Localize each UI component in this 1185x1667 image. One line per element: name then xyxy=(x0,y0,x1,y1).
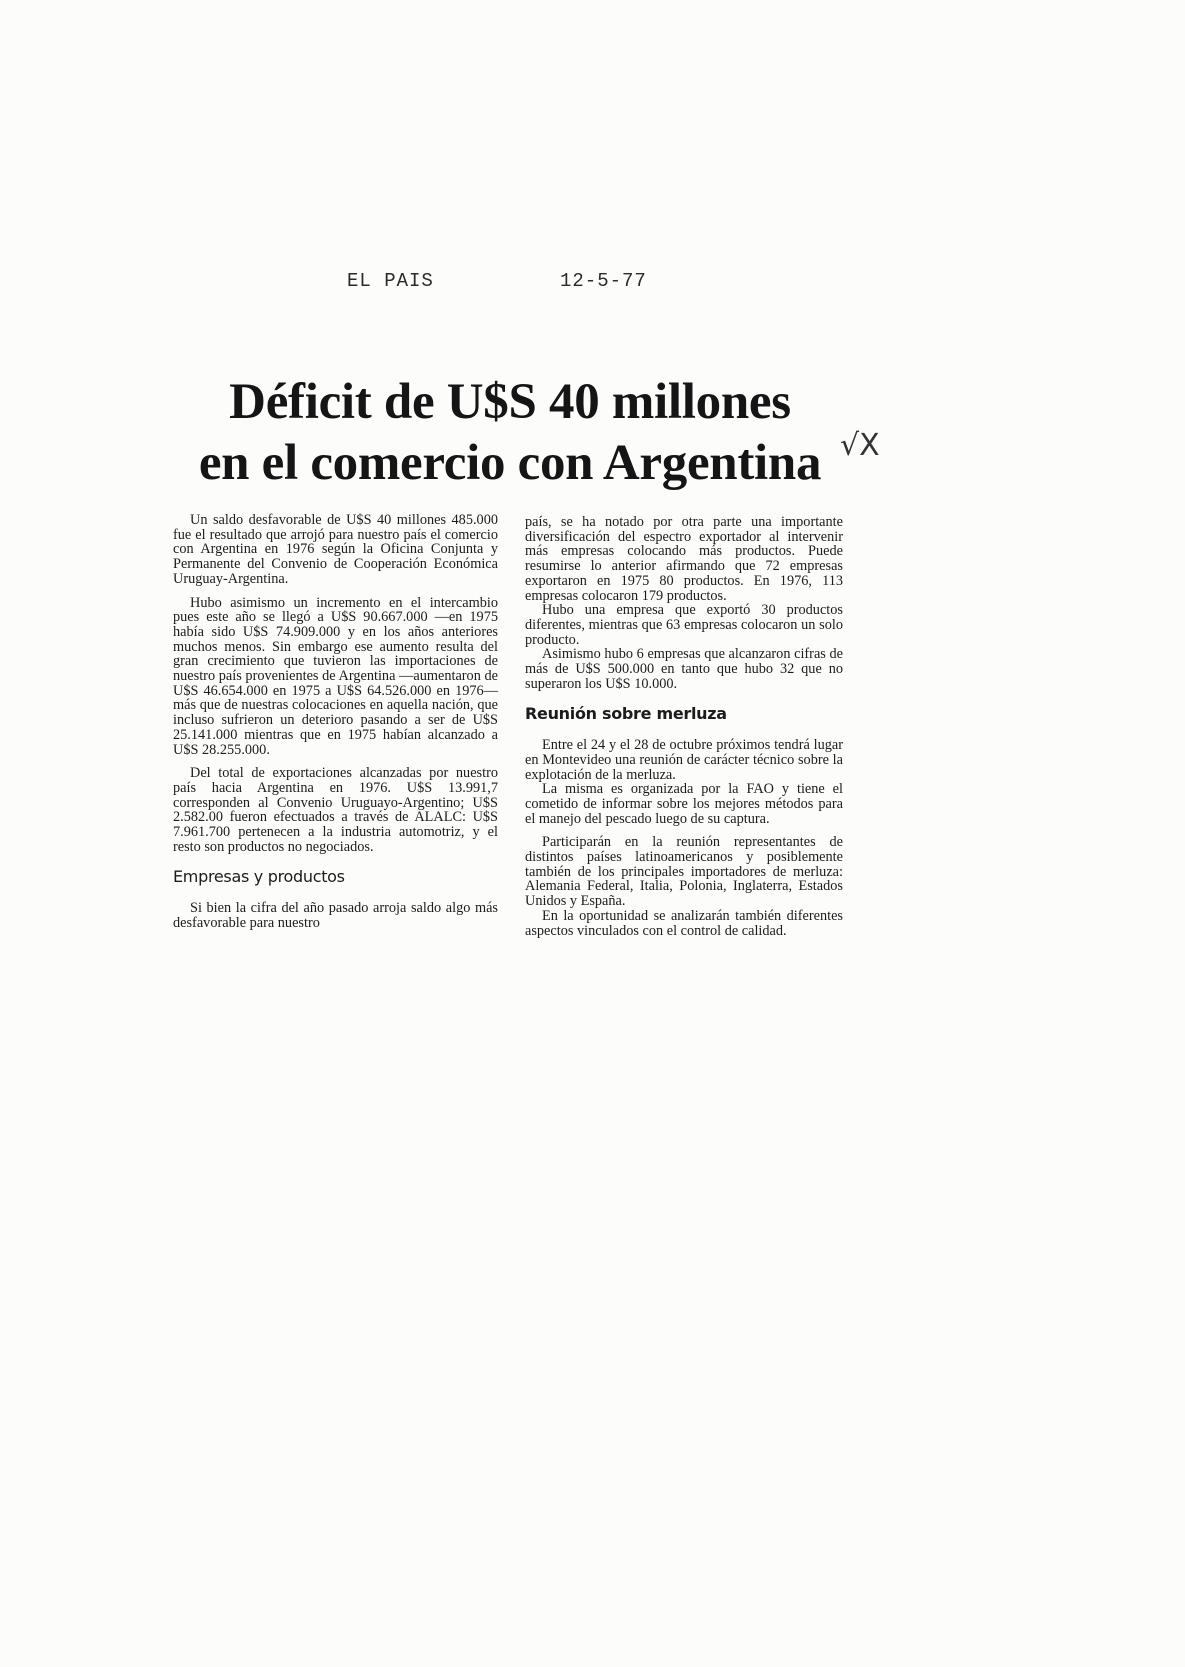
clipping-date: 12-5-77 xyxy=(560,270,647,292)
paragraph: Del total de exportaciones alcanzadas por nuestro país hacia Argentina en 1976. U$S 13.991,7 corresponden al Convenio Uruguayo-Argentino; U$S 2.582.00 fueron efectuados a través de ALALC: U$S 7.961.700 pertenecen a la industria automotriz, y el resto son productos no negociados. xyxy=(173,765,498,855)
paragraph: país, se ha notado por otra parte una importante diversificación del espectro exportador al intervenir más empresas colocando más productos. Puede resumirse lo anterior afirmando que 72 empresas exportaron en 1975 80 productos. En 1976, 113 empresas colocaron 179 productos. xyxy=(525,514,843,604)
newspaper-name: EL PAIS xyxy=(347,270,434,292)
paragraph: En la oportunidad se analizarán también diferentes aspectos vinculados con el control de calidad. xyxy=(525,907,843,939)
headline xyxy=(165,372,855,494)
newspaper-clipping xyxy=(165,350,880,1050)
paragraph: Participarán en la reunión representantes de distintos países latinoamericanos y posiblemente también de los principales importadores de merluza: Alemania Federal, Italia, Polonia, Inglaterra, Estados Unidos y España. xyxy=(525,834,843,910)
paragraph: Hubo una empresa que exportó 30 productos diferentes, mientras que 63 empresas colocaron un solo producto. xyxy=(525,602,843,648)
paragraph: Asimismo hubo 6 empresas que alcanzaron cifras de más de U$S 500.000 en tanto que hubo 32 que no superaron los U$S 10.000. xyxy=(525,646,843,692)
paragraph: Si bien la cifra del año pasado arroja saldo algo más desfavorable para nuestro xyxy=(173,900,498,931)
subheading: Empresas y productos xyxy=(173,867,345,887)
article-column-right xyxy=(525,515,843,947)
paragraph: Entre el 24 y el 28 de octubre próximos tendrá lugar en Montevideo una reunión de carácter técnico sobre la explotación de la merluza. xyxy=(525,737,843,783)
handwritten-check-mark: √X xyxy=(840,428,880,463)
article-column-left xyxy=(173,513,498,940)
paragraph: La misma es organizada por la FAO y tiene el cometido de informar sobre los mejores métodos para el manejo del pescado luego de su captura. xyxy=(525,781,843,827)
headline-line-2: en el comercio con Argentina xyxy=(198,435,822,491)
paragraph: Un saldo desfavorable de U$S 40 millones 485.000 fue el resultado que arrojó para nuestro país el comercio con Argentina en 1976 según la Oficina Conjunta y Permanente del Convenio de Cooperación Económica Uruguay-Argentina. xyxy=(173,512,498,587)
headline-line-1: Déficit de U$S 40 millones xyxy=(229,374,791,430)
subheading: Reunión sobre merluza xyxy=(525,704,727,724)
paragraph: Hubo asimismo un incremento en el intercambio pues este año se llegó a U$S 90.667.000 —en 1975 había sido U$S 74.909.000 y en los años anteriores muchos menos. Sin embargo ese aumento resulta del gran crecimiento que tuvieron las importaciones de nuestro país provenientes de Argentina —aumentaron de U$S 46.654.000 en 1975 a U$S 64.526.000 en 1976— más que de nuestras colocaciones en aquella nación, que incluso sufrieron un deterioro pasando a ser de U$S 25.141.000 mientras que en 1975 habían alcanzado a U$S 28.255.000. xyxy=(173,594,498,758)
